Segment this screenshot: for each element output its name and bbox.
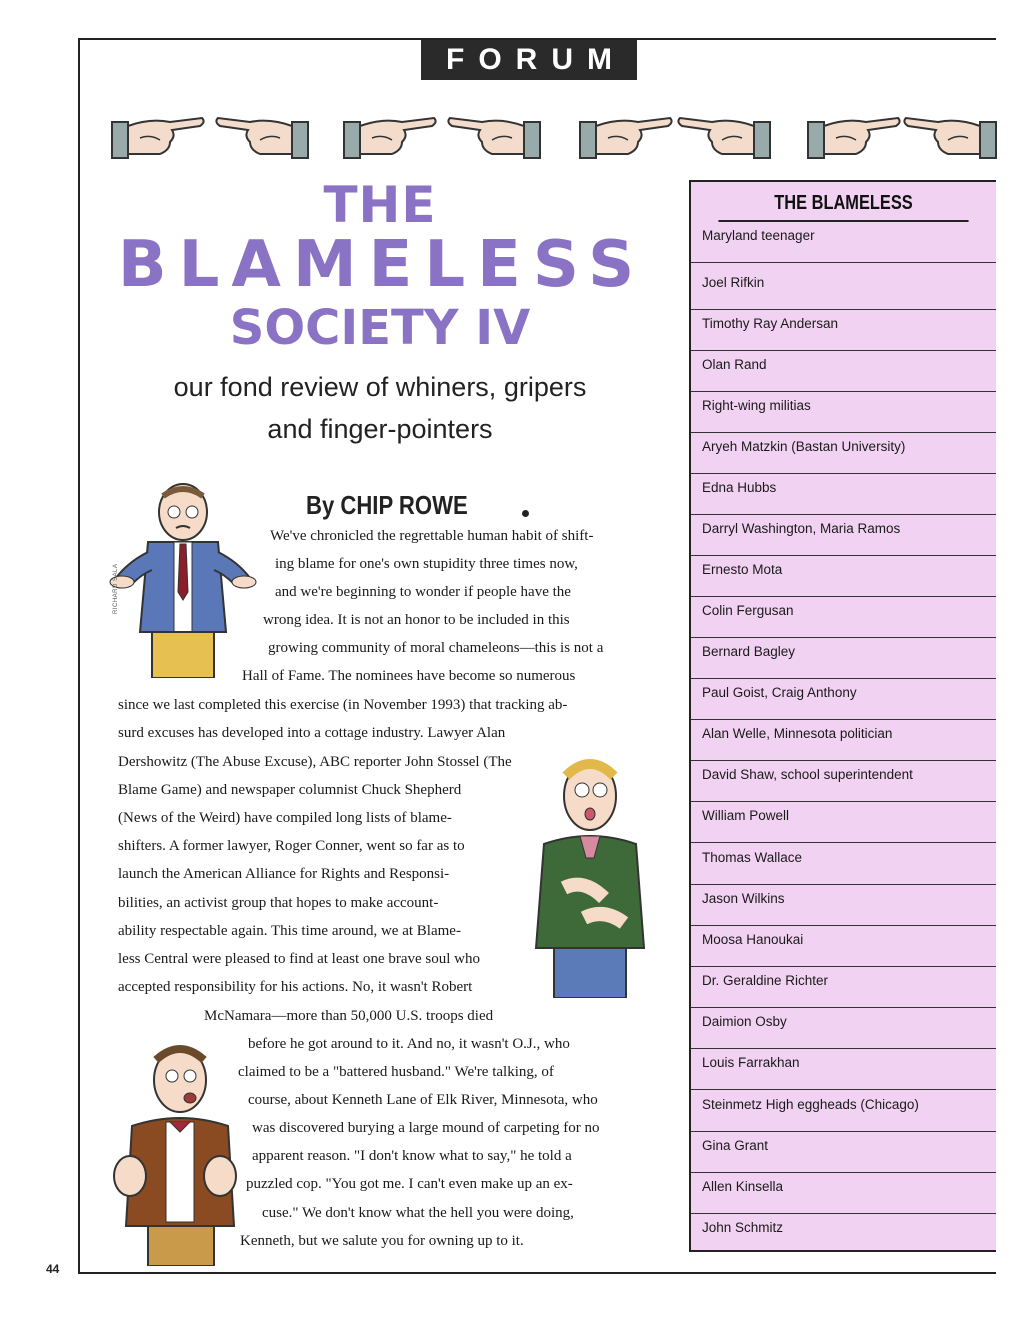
sidebar-row	[691, 433, 996, 474]
body-line: course, about Kenneth Lane of Elk River, Minnesota, who	[248, 1092, 598, 1108]
sidebar-row-label: Joel Rifkin	[702, 275, 765, 290]
body-line: launch the American Alliance for Rights and Responsi-	[118, 866, 450, 882]
sidebar-row	[691, 351, 996, 392]
pointing-hand-icon	[214, 108, 310, 164]
section-header: FORUM	[421, 40, 637, 80]
sidebar-row-label: Right-wing militias	[702, 398, 811, 413]
pointing-hands-row	[110, 108, 996, 168]
byline-bullet	[522, 510, 529, 517]
sidebar-row-label: Steinmetz High eggheads (Chicago)	[702, 1097, 919, 1112]
body-line: ability respectable again. This time around, we at Blame-	[118, 923, 461, 939]
pointing-hand-icon	[446, 108, 542, 164]
sidebar-row-label: William Powell	[702, 808, 790, 823]
subtitle	[130, 366, 630, 450]
sidebar-row	[691, 967, 996, 1008]
pointing-hand-icon	[902, 108, 998, 164]
sidebar-row-label: Alan Welle, Minnesota politician	[702, 726, 893, 741]
subtitle-line-2: and finger-pointers	[267, 414, 493, 444]
page-number: 44	[46, 1262, 60, 1276]
sidebar-row	[691, 515, 996, 556]
body-line: claimed to be a "battered husband." We're talking, of	[238, 1064, 554, 1080]
body-line: accepted responsibility for his actions. No, it wasn't Robert	[118, 979, 473, 995]
sidebar-row-label: Olan Rand	[702, 357, 767, 372]
body-line: cuse." We don't know what the hell you were doing,	[262, 1205, 574, 1221]
sidebar-row-label: Moosa Hanoukai	[702, 932, 804, 947]
body-line: before he got around to it. And no, it wasn't O.J., who	[248, 1036, 570, 1052]
sidebar-row	[691, 474, 996, 515]
sidebar-row	[691, 597, 996, 638]
sidebar-row-label: Thomas Wallace	[702, 850, 803, 865]
sidebar-row	[691, 720, 996, 761]
pointing-hand-icon	[342, 108, 438, 164]
sidebar-row	[691, 844, 996, 885]
sidebar-row-label: John Schmitz	[702, 1220, 784, 1235]
sidebar-row-label: Paul Goist, Craig Anthony	[702, 685, 857, 700]
body-line: (News of the Weird) have compiled long lists of blame-	[118, 810, 452, 826]
sidebar-row	[691, 638, 996, 679]
pointing-hand-icon	[578, 108, 674, 164]
title-line-2: BLAMELESS	[117, 228, 647, 302]
sidebar-row-label: David Shaw, school superintendent	[702, 767, 913, 782]
body-line: since we last completed this exercise (in November 1993) that tracking ab-	[118, 697, 568, 713]
body-line: growing community of moral chameleons—this is not a	[268, 640, 604, 656]
sidebar-title: THE BLAMELESS	[718, 182, 968, 222]
sidebar-row	[691, 1008, 996, 1049]
blameless-sidebar	[689, 180, 996, 1252]
sidebar-row	[691, 885, 996, 926]
brown-jacket-man-illustration	[108, 1036, 240, 1266]
sidebar-row-label: Gina Grant	[702, 1138, 769, 1153]
sidebar-row-label: Timothy Ray Andersan	[702, 316, 839, 331]
body-line: bilities, an activist group that hopes to make account-	[118, 895, 439, 911]
sidebar-row	[691, 1091, 996, 1132]
sidebar-row-label: Ernesto Mota	[702, 562, 783, 577]
sidebar-row-label: Aryeh Matzkin (Bastan University)	[702, 439, 906, 454]
sidebar-row-label: Colin Fergusan	[702, 603, 794, 618]
sidebar-row	[691, 556, 996, 597]
body-line: Kenneth, but we salute you for owning up to it.	[240, 1233, 524, 1249]
sidebar-row	[691, 1049, 996, 1090]
sidebar-row	[691, 761, 996, 802]
sidebar-row	[691, 310, 996, 351]
sidebar-row	[691, 222, 996, 263]
body-line: Dershowitz (The Abuse Excuse), ABC reporter John Stossel (The	[118, 754, 512, 770]
body-line: Hall of Fame. The nominees have become so numerous	[242, 668, 576, 684]
sidebar-row-label: Dr. Geraldine Richter	[702, 973, 829, 988]
sidebar-row	[691, 1132, 996, 1173]
sidebar-row	[691, 269, 996, 310]
body-line: ing blame for one's own stupidity three times now,	[275, 556, 578, 572]
pointing-hand-icon	[110, 108, 206, 164]
sidebar-row-label: Edna Hubbs	[702, 480, 777, 495]
byline: By CHIP ROWE	[306, 490, 468, 520]
frame-bottom-rule	[78, 1272, 996, 1274]
pointing-hand-icon	[676, 108, 772, 164]
shrugging-man-illustration	[108, 482, 258, 678]
body-line: surd excuses has developed into a cottage industry. Lawyer Alan	[118, 725, 506, 741]
sidebar-row	[691, 926, 996, 967]
sidebar-row	[691, 802, 996, 843]
body-line: Blame Game) and newspaper columnist Chuck Shepherd	[118, 782, 462, 798]
body-line: apparent reason. "I don't know what to say," he told a	[252, 1148, 572, 1164]
body-line: shifters. A former lawyer, Roger Conner, went so far as to	[118, 838, 465, 854]
body-line: less Central were pleased to find at least one brave soul who	[118, 951, 480, 967]
sidebar-row	[691, 679, 996, 720]
title-line-1: THE	[323, 176, 437, 234]
sidebar-row	[691, 1173, 996, 1214]
sidebar-row-label: Louis Farrakhan	[702, 1055, 800, 1070]
sidebar-row-label: Maryland teenager	[702, 228, 815, 243]
sidebar-row	[691, 392, 996, 433]
body-line: was discovered burying a large mound of carpeting for no	[252, 1120, 600, 1136]
body-line: We've chronicled the regrettable human habit of shift-	[270, 528, 594, 544]
sidebar-row	[691, 1214, 996, 1255]
body-line: wrong idea. It is not an honor to be included in this	[263, 612, 570, 628]
body-line: and we're beginning to wonder if people have the	[275, 584, 571, 600]
body-line: puzzled cop. "You got me. I can't even make up an ex-	[246, 1176, 573, 1192]
pointing-hand-icon	[806, 108, 902, 164]
sidebar-row-label: Jason Wilkins	[702, 891, 785, 906]
sidebar-row-label: Allen Kinsella	[702, 1179, 784, 1194]
frame-left-rule	[78, 38, 80, 1274]
title-line-3: SOCIETY IV	[229, 300, 531, 356]
sidebar-row-label: Darryl Washington, Maria Ramos	[702, 521, 901, 536]
sidebar-row-label: Daimion Osby	[702, 1014, 787, 1029]
subtitle-line-1: our fond review of whiners, gripers	[173, 372, 587, 402]
green-sweater-man-illustration	[524, 748, 654, 998]
body-line: McNamara—more than 50,000 U.S. troops died	[204, 1008, 494, 1024]
illustration-credit: RICHARD SALA	[113, 563, 119, 614]
sidebar-row-label: Bernard Bagley	[702, 644, 796, 659]
